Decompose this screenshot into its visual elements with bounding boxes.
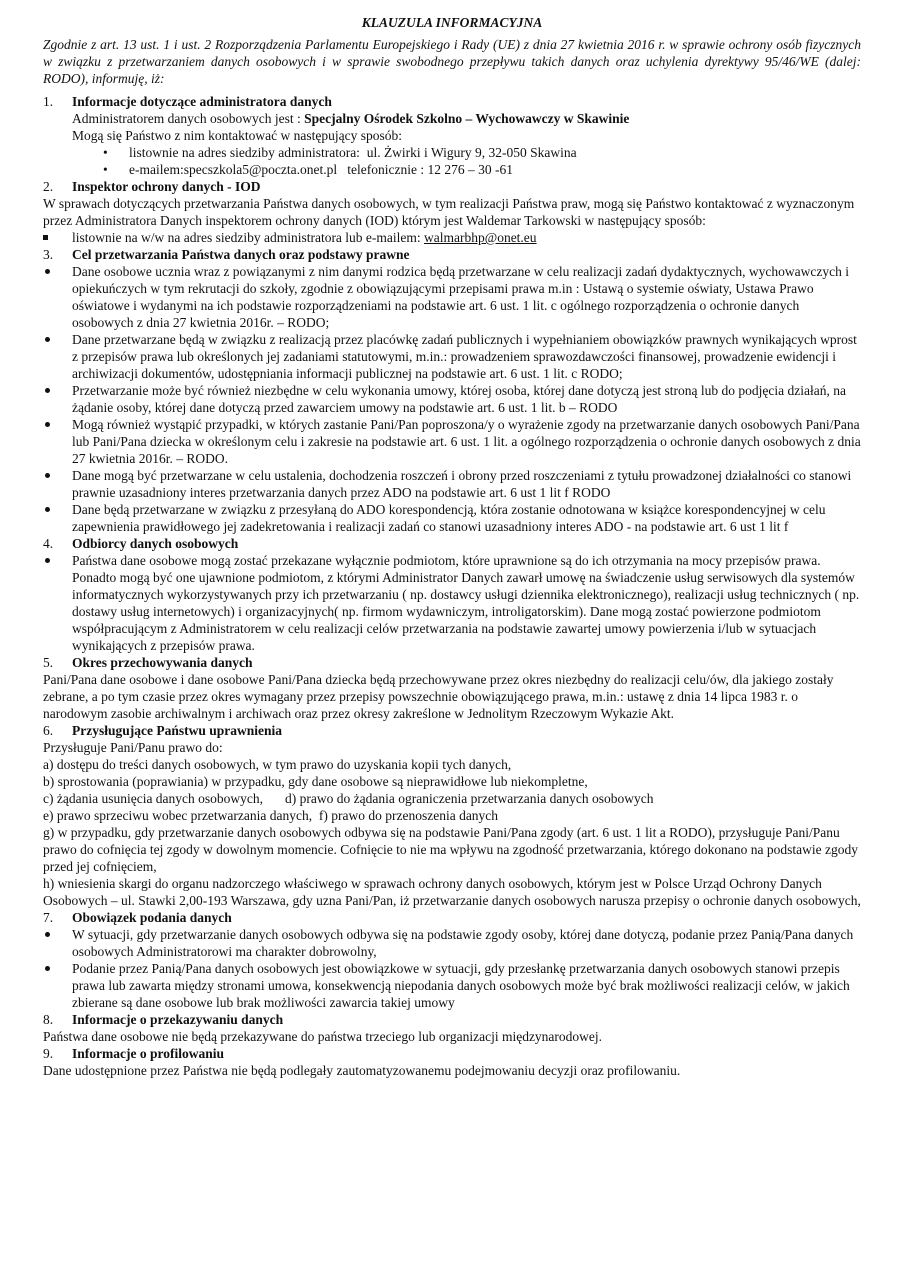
- list-item-text: Dane przetwarzane będą w związku z realizacją przez placówkę zadań publicznych i wypełnianiem obowiązków prawnych wynikających wprost z przepisów prawa lub określonych jej zadaniami statutowymi, m.in.: prowadzeniem sprawozdawczości finansowej, prowadzenie ewidencji i archiwizacji dokumentów, udostępniania informacji publicznej na podstawie art. 6 ust. 1 lit. c RODO;: [72, 332, 857, 381]
- bullet-icon: [45, 337, 50, 342]
- list-item: [43, 552, 861, 654]
- list-item: [43, 416, 861, 467]
- email-label: e-mailem:specszkola5@poczta.onet.pl: [129, 162, 338, 177]
- intro-paragraph: Zgodnie z art. 13 ust. 1 i ust. 2 Rozporządzenia Parlamentu Europejskiego i Rady (UE) z dnia 27 kwietnia 2016 r. w sprawie ochrony osób fizycznych w związku z przetwarzaniem danych osobowych i w sprawie swobodnego przepływu takich danych oraz uchylenia dyrektywy 95/46/WE (dalej: RODO), informuję, iż:: [43, 37, 861, 86]
- list-item: [43, 382, 861, 416]
- section-title: Informacje dotyczące administratora danych: [72, 94, 332, 109]
- admin-prefix: Administratorem danych osobowych jest :: [72, 111, 301, 126]
- list-item-text: Dane osobowe ucznia wraz z powiązanymi z nim danymi rodzica będą przetwarzane w celu realizacji zadań dydaktycznych, wychowawczych i opiekuńczych w tym rekrutacji do szkoły, zgodnie z obowiązującymi przepisami prawa m.in : Ustawą o systemie oświaty, Ustawa Prawo oświatowe i wydanymi na ich podstawie rozporządzeniami na podstawie art. 6 ust. 1 lit. c ogólnego rozporządzenia o ochronie danych osobowych z dnia 27 kwietnia 2016r. – RODO;: [72, 264, 850, 330]
- right-e: e) prawo sprzeciwu wobec przetwarzania danych,: [43, 808, 313, 823]
- section-7-heading: [43, 909, 861, 926]
- list-item: [43, 263, 861, 331]
- bullet-icon: [45, 269, 50, 274]
- profiling-paragraph: Dane udostępnione przez Państwa nie będą podlegały zautomatyzowanemu podejmowaniu decyzji oraz profilowaniu.: [43, 1063, 681, 1078]
- list-item-text: Dane będą przetwarzane w związku z przesyłaną do ADO korespondencją, która zostanie odnotowana w książce korespondencyjnej w celu zapewnienia prawidłowego jej zadekretowania i realizacji zadań co stanowi uzasadniony interes ADO - na podstawie art. 6 ust 1 lit f: [72, 502, 826, 534]
- section-2-heading: [43, 178, 861, 195]
- right-e-f: [43, 807, 861, 824]
- right-h: h) wniesienia skargi do organu nadzorczego właściwego w sprawach ochrony danych osobowych, którym jest w Polsce Urząd Ochrony Danych Osobowych – ul. Stawki 2,00-193 Warszawa, gdy uzna Pani/Pan, iż przetwarzanie danych osobowych narusza przepisy o ochronie danych osobowych,: [43, 876, 861, 908]
- transfer-paragraph: Państwa dane osobowe nie będą przekazywane do państwa trzeciego lub organizacji międzynarodowej.: [43, 1029, 603, 1044]
- list-item-text: Podanie przez Panią/Pana danych osobowych jest obowiązkowe w sytuacji, gdy przesłankę przetwarzania danych osobowych stanowi przepis prawa lub zawarta między stronami umowa, konsekwencją niepodania danych osobowych może być brak możliwości realizacji celów, w jakich zbierane są dane osobowe lub brak możliwości zawarcia takiej umowy: [72, 961, 850, 1010]
- section-title: Odbiorcy danych osobowych: [72, 536, 239, 551]
- list-item-text: Dane mogą być przetwarzane w celu ustalenia, dochodzenia roszczeń i obrony przed roszczeniami z tytułu prowadzonej działalności co stanowi prawnie uzasadniony interes przetwarzania danych przez ADO na podstawie art. 6 ust 1 lit f RODO: [72, 468, 852, 500]
- admin-line: [43, 110, 861, 127]
- list-item: [43, 331, 861, 382]
- bullet-icon: [45, 966, 50, 971]
- right-d: d) prawo do żądania ograniczenia przetwarzania danych osobowych: [285, 791, 654, 806]
- bullet-icon: [45, 388, 50, 393]
- section-6-heading: [43, 722, 861, 739]
- list-item: [43, 467, 861, 501]
- list-item-text: Mogą również wystąpić przypadki, w których zastanie Pani/Pan poproszona/y o wyrażenie zgody na przetwarzanie danych osobowych Pani/Pana lub Pani/Pana dziecka w określonym celu i zakresie na podstawie art. 6 ust. 1 lit. a ogólnego rozporządzenia o ochronie danych osobowych z dnia 27 kwietnia 2016r. – RODO.: [72, 417, 861, 466]
- bullet-icon: [45, 473, 50, 478]
- section-number: 9.: [43, 1046, 54, 1061]
- square-bullet-icon: [43, 235, 48, 240]
- section-title: Przysługujące Państwu uprawnienia: [72, 723, 283, 738]
- bullet-icon: [45, 558, 50, 563]
- right-f: f) prawo do przenoszenia danych: [318, 808, 499, 823]
- section-title: Informacje o profilowaniu: [72, 1046, 224, 1061]
- section-title: Obowiązek podania danych: [72, 910, 232, 925]
- section-4-heading: [43, 535, 861, 552]
- address-label: listownie na adres siedziby administratora:: [129, 145, 360, 160]
- section-number: 6.: [43, 723, 54, 738]
- bullet-icon: [45, 422, 50, 427]
- rights-lead: Przysługuje Pani/Panu prawo do:: [43, 740, 223, 755]
- list-item-text: Przetwarzanie może być również niezbędne w celu wykonania umowy, której osoba, której dane dotyczą jest stroną lub do podjęcia działań, na żądanie osoby, której dane dotyczą przed zawarciem umowy na podstawie art. 6 ust. 1 lit. b – RODO: [72, 383, 846, 415]
- list-item: [103, 161, 861, 178]
- section-number: 8.: [43, 1012, 54, 1027]
- section-title: Cel przetwarzania Państwa danych oraz podstawy prawne: [72, 247, 410, 262]
- section-number: 7.: [43, 910, 54, 925]
- bullet-icon: •: [103, 145, 108, 160]
- right-a: a) dostępu do treści danych osobowych, w tym prawo do uzyskania kopii tych danych,: [43, 757, 512, 772]
- document-page: [43, 14, 861, 1079]
- right-g: g) w przypadku, gdy przetwarzanie danych osobowych odbywa się na podstawie Pani/Pana zgody (art. 6 ust. 1 lit a RODO), przysługuje Pani/Panu prawo do cofnięcia tej zgody w dowolnym momencie. Cofnięcie to nie ma wpływu na zgodność przetwarzania, którego dokonano na podstawie zgody przed jej cofnięciem,: [43, 825, 859, 874]
- iod-contact-text: listownie na w/w na adres siedziby administratora lub e-mailem:: [72, 230, 421, 245]
- phone-value: telefonicznie : 12 276 – 30 -61: [347, 162, 513, 177]
- list-item-text: Państwa dane osobowe mogą zostać przekazane wyłącznie podmiotom, które uprawnione są do ich otrzymania na mocy przepisów prawa. Ponadto mogą być one ujawnione podmiotom, z którymi Administrator Danych zawarł umowę na świadczenie usług serwisowych dla systemów informatycznych wykorzystywanych przy ich przetwarzaniu ( np. dostawcy usługi dziennika elektronicznego), realizacji usług technicznych ( np. dostawy usług internetowych) i organizacyjnych( np. firmom wydawniczym, introligatorskim). Dane mogą zostać powierzone podmiotom współpracującym z Administratorem w celu realizacji celów przetwarzania na podstawie zawartej umowy powierzenia i/lub w sytuacjach wynikających z przepisów prawa.: [72, 553, 860, 653]
- list-item-text: W sytuacji, gdy przetwarzanie danych osobowych odbywa się na podstawie zgody osoby, której dane dotyczą, podanie przez Panią/Pana danych osobowych Administratorowi ma charakter dobrowolny,: [72, 927, 854, 959]
- section-1-heading: [43, 93, 861, 110]
- section-title: Inspektor ochrony danych - IOD: [72, 179, 261, 194]
- section-5-heading: [43, 654, 861, 671]
- section-number: 2.: [43, 179, 54, 194]
- list-item: [43, 960, 861, 1011]
- address-value: ul. Żwirki i Wigury 9, 32-050 Skawina: [366, 145, 577, 160]
- iod-email-link[interactable]: walmarbhp@onet.eu: [424, 230, 537, 245]
- admin-name: Specjalny Ośrodek Szkolno – Wychowawczy w Skawinie: [304, 111, 630, 126]
- bullet-icon: [45, 507, 50, 512]
- list-item: [43, 501, 861, 535]
- section-title: Okres przechowywania danych: [72, 655, 253, 670]
- retention-paragraph: Pani/Pana dane osobowe i dane osobowe Pani/Pana dziecka będą przechowywane przez okres niezbędny do realizacji celu/ów, dla jakiego zostały zebrane, a po tym czasie przez okres wymagany przez przepisy powszechnie obowiązującego prawa, m.in.: ustawę z dnia 14 lipca 1983 r. o narodowym zasobie archiwalnym i archiwach oraz przez okresy zakreślone w Jednolitym Rzeczowym Wykazie Akt.: [43, 672, 834, 721]
- contact-line: Mogą się Państwo z nim kontaktować w następujący sposób:: [72, 128, 402, 143]
- section-number: 1.: [43, 94, 54, 109]
- document-title: KLAUZULA INFORMACYJNA: [361, 15, 543, 30]
- right-c-d: [43, 790, 861, 807]
- section-number: 3.: [43, 247, 54, 262]
- section-3-heading: [43, 246, 861, 263]
- section-number: 5.: [43, 655, 54, 670]
- bullet-icon: [45, 932, 50, 937]
- list-item: [43, 926, 861, 960]
- section-number: 4.: [43, 536, 54, 551]
- list-item: [43, 229, 861, 246]
- section-8-heading: [43, 1011, 861, 1028]
- right-b: b) sprostowania (poprawiania) w przypadku, gdy dane osobowe są nieprawidłowe lub niekompletne,: [43, 774, 588, 789]
- section-title: Informacje o przekazywaniu danych: [72, 1012, 284, 1027]
- iod-paragraph: W sprawach dotyczących przetwarzania Państwa danych osobowych, w tym realizacji Państwa praw, mogą się Państwo kontaktować z wyznaczonym przez Administratora Danych inspektorem ochrony danych (IOD) którym jest Waldemar Tarkowski w następujący sposób:: [43, 196, 855, 228]
- list-item: [103, 144, 861, 161]
- right-c: c) żądania usunięcia danych osobowych,: [43, 791, 264, 806]
- section-9-heading: [43, 1045, 861, 1062]
- bullet-icon: •: [103, 162, 108, 177]
- contact-list: [43, 144, 861, 178]
